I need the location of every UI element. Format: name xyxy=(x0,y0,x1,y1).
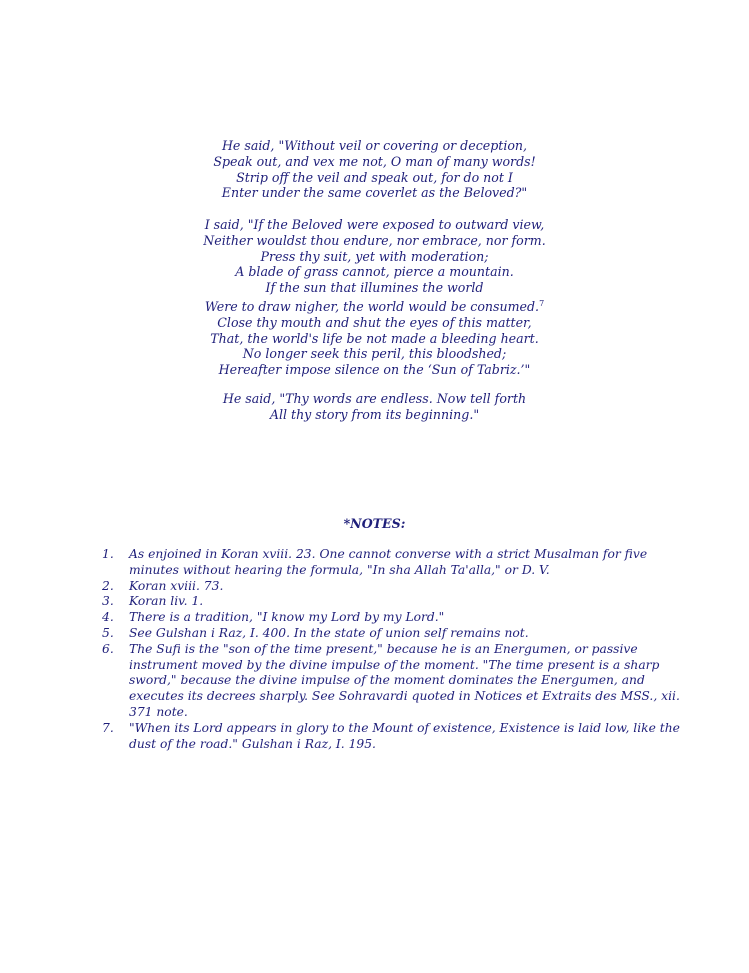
note-number: 5. xyxy=(102,625,114,640)
note-text: "When its Lord appears in glory to the Mount of existence, Existence is laid low, like the xyxy=(129,720,680,735)
poem-line: He said, "Thy words are endless. Now tell forth xyxy=(222,391,527,406)
note-text: instrument moved by the divine impulse of the moment. "The time present is a sharp xyxy=(129,657,660,672)
note-item xyxy=(102,610,672,626)
poem-line: No longer seek this peril, this bloodshed; xyxy=(242,346,507,362)
note-number: 4. xyxy=(102,610,114,625)
note-text: The Sufi is the "son of the time present," because he is an Energumen, or passive xyxy=(129,641,638,656)
poem-stanza-1 xyxy=(0,138,749,201)
note-text: See Gulshan i Raz, I. 400. In the state of union self remains not. xyxy=(129,625,529,640)
note-text: sword," because the divine impulse of the moment dominates the Energumen, and xyxy=(129,673,645,688)
note-text: As enjoined in Koran xviii. 23. One cannot converse with a strict Musalman for five xyxy=(129,547,648,561)
note-text: There is a tradition, "I know my Lord by my Lord." xyxy=(129,610,445,625)
poem-line: I said, "If the Beloved were exposed to outward view, xyxy=(204,217,545,232)
poem-line: All thy story from its beginning." xyxy=(269,406,480,422)
note-item xyxy=(102,641,680,721)
poem-line: That, the world's life be not made a bleeding heart. xyxy=(210,330,539,346)
note-number: 2. xyxy=(102,578,114,593)
poem-line: If the sun that illumines the world xyxy=(265,280,484,296)
poem-line: Hereafter impose silence on the ‘Sun of Tabriz.’" xyxy=(218,362,531,378)
notes-list xyxy=(102,547,680,752)
note-number: 3. xyxy=(102,594,114,609)
poem-line-text: Were to draw nigher, the world would be consumed. xyxy=(204,298,540,314)
poem-stanza-3 xyxy=(0,391,749,423)
note-number: 1. xyxy=(102,547,114,561)
footnote-reference[interactable]: 7 xyxy=(539,298,545,308)
poem-line: Neither wouldst thou endure, nor embrace, nor form. xyxy=(203,232,546,248)
note-number: 6. xyxy=(102,641,114,656)
note-item xyxy=(102,720,680,753)
poem-line: Speak out, and vex me not, O man of many words! xyxy=(213,153,536,169)
note-item xyxy=(102,579,672,595)
poem-line: Enter under the same coverlet as the Beloved?" xyxy=(221,185,528,201)
poem-line: Press thy suit, yet with moderation; xyxy=(260,248,489,264)
note-text: Koran xviii. 73. xyxy=(129,578,224,593)
poem-line: A blade of grass cannot, pierce a mountain. xyxy=(235,264,514,280)
note-item xyxy=(102,594,672,610)
note-text: dust of the road." Gulshan i Raz, I. 195. xyxy=(129,736,376,751)
note-text: minutes without hearing the formula, "In sha Allah Ta'alla," or D. V. xyxy=(129,562,550,577)
note-number: 7. xyxy=(102,720,114,735)
note-item xyxy=(102,626,672,642)
note-text: Koran liv. 1. xyxy=(129,594,204,609)
poem-line: Strip off the veil and speak out, for do not I xyxy=(236,169,513,185)
note-text: 371 note. xyxy=(129,704,188,719)
note-text: executes its decrees sharply. See Sohravardi quoted in Notices et Extraits des MSS., xii. xyxy=(129,689,680,704)
notes-heading: *NOTES: xyxy=(343,516,406,531)
poem-line-with-footnote xyxy=(0,296,749,315)
poem-line: He said, "Without veil or covering or deception, xyxy=(221,138,528,153)
poem-line: Close thy mouth and shut the eyes of this matter, xyxy=(217,314,532,330)
poem-stanza-2 xyxy=(0,217,749,378)
note-item xyxy=(102,547,672,579)
